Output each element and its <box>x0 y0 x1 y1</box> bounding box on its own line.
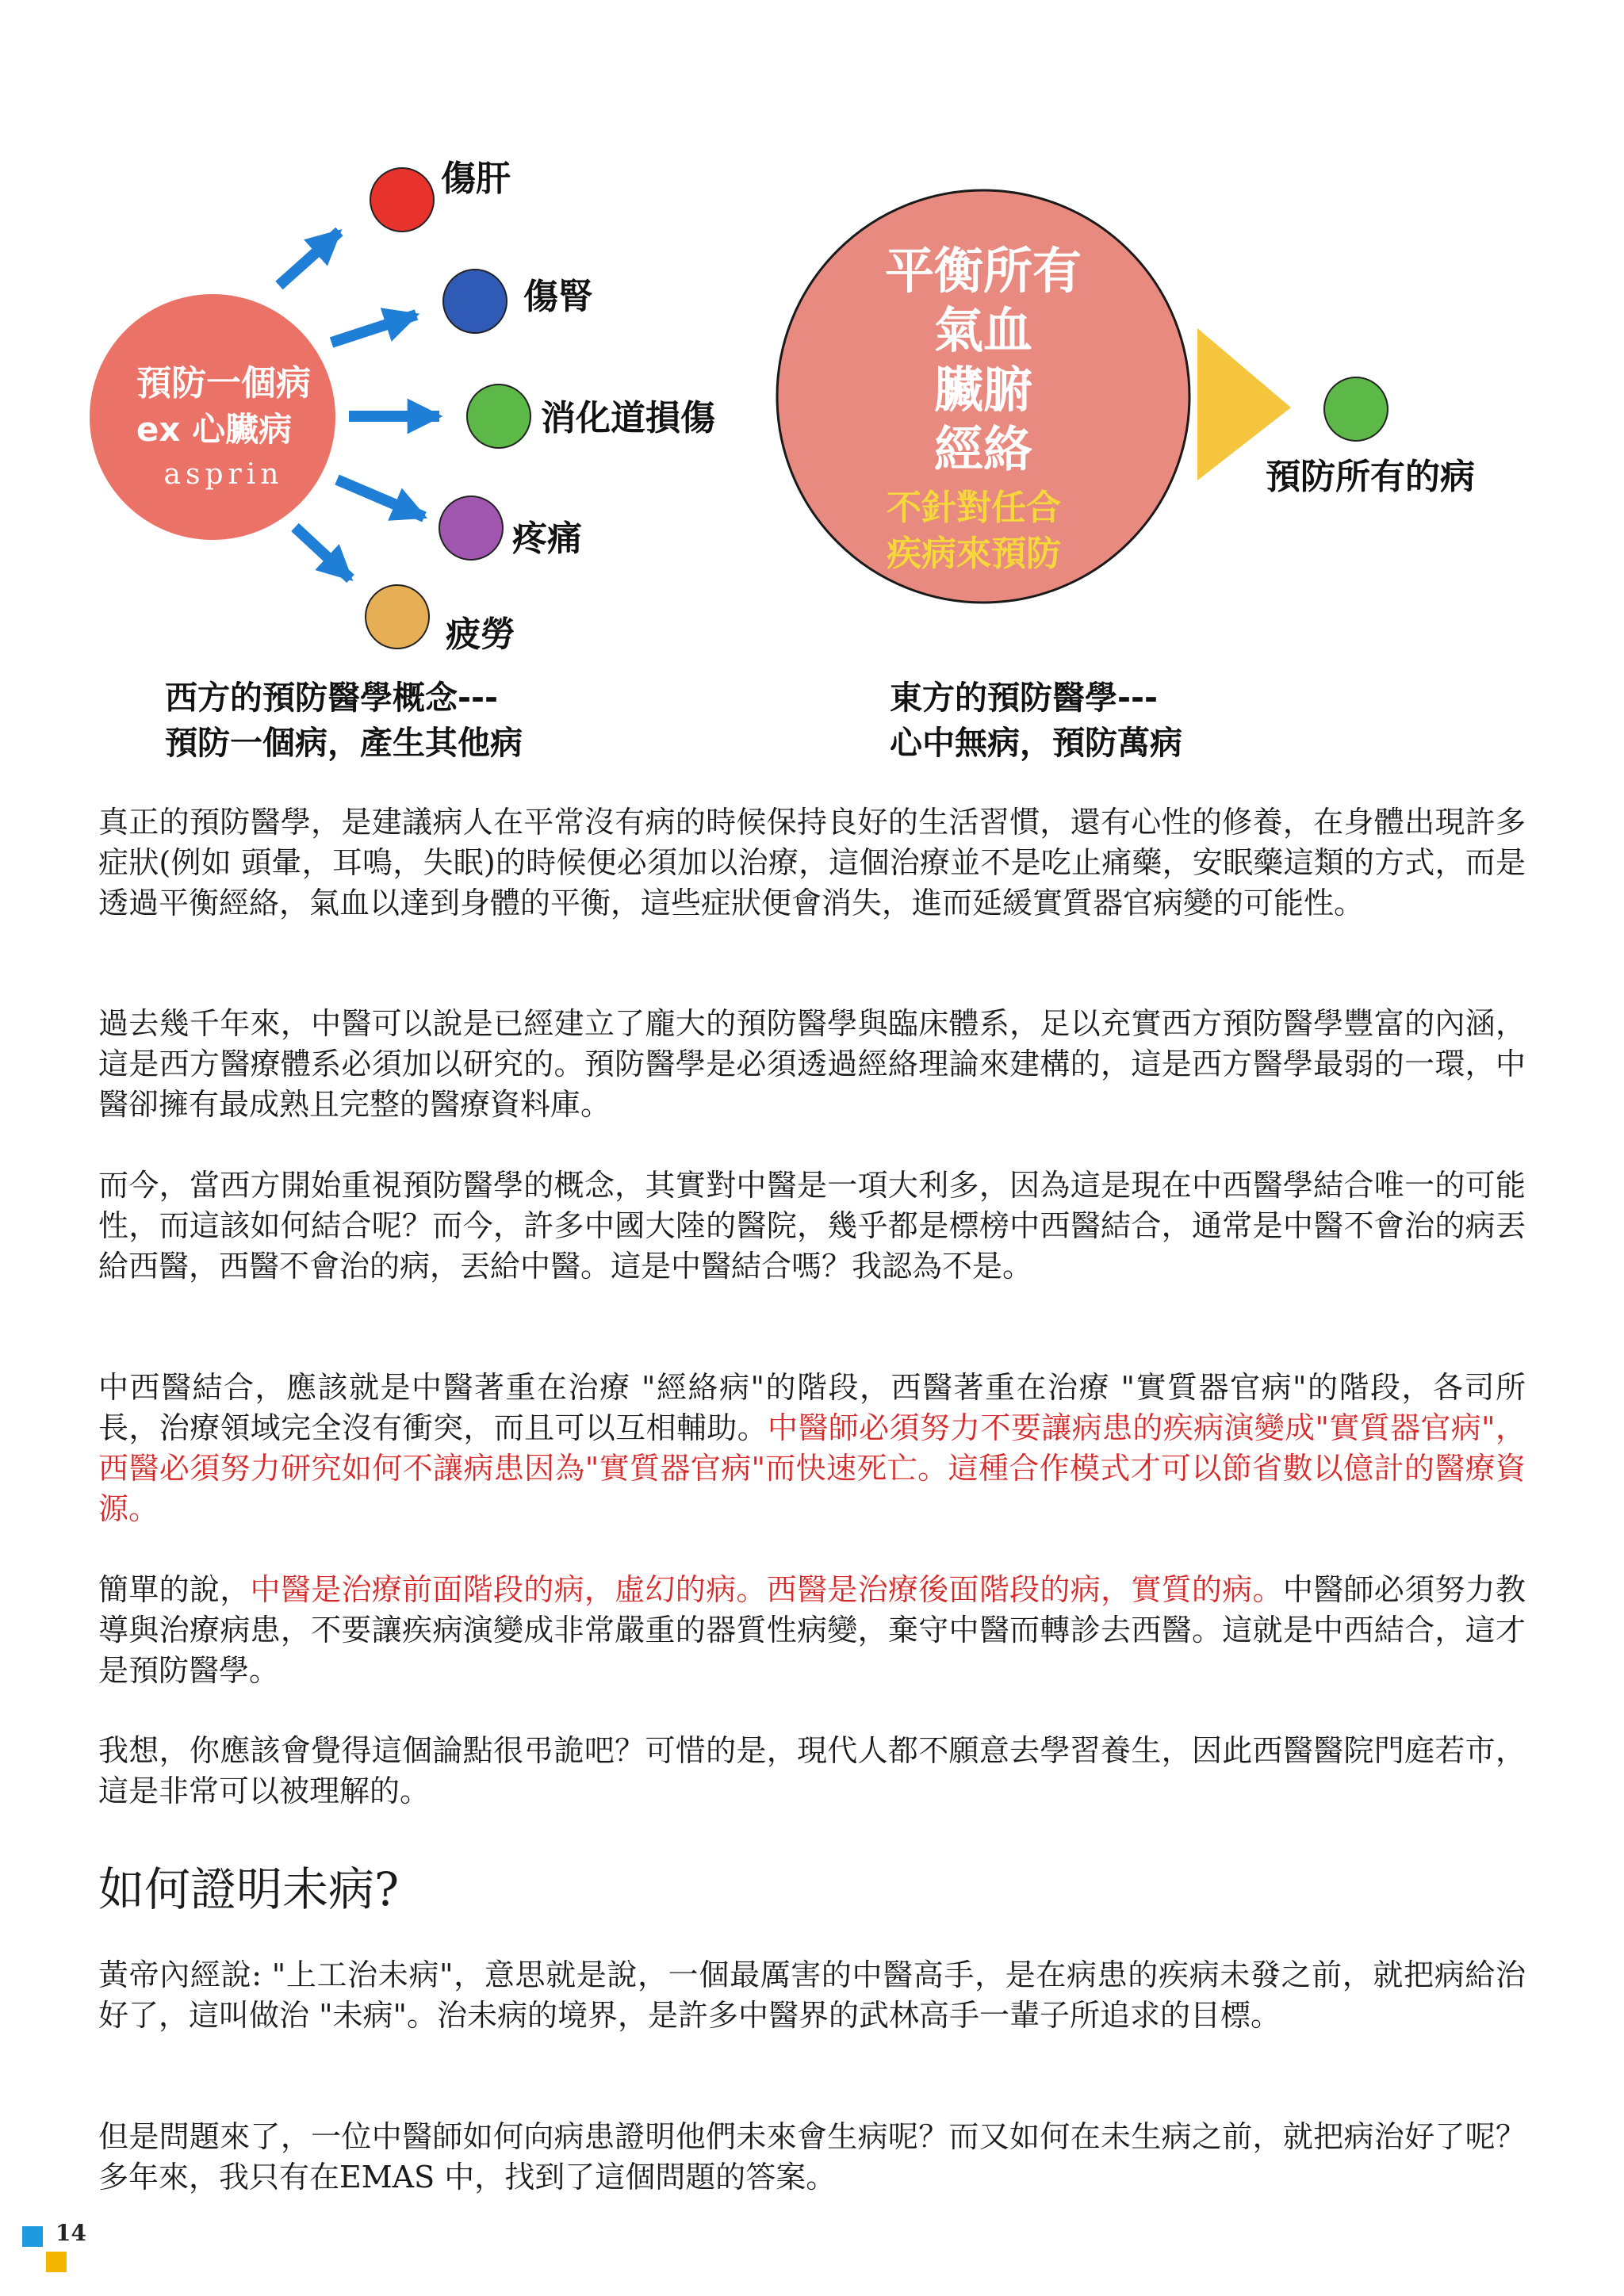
prevention-diagram <box>0 0 1624 793</box>
east-caption <box>890 675 1182 766</box>
paragraph-8: 但是問題來了，一位中醫師如何向病患證明他們未來會生病呢？而又如何在未生病之前，就把病治好了呢？多年來，我只有在EMAS 中，找到了這個問題的答案。 <box>98 2119 1526 2195</box>
arrow-to-liver <box>279 232 339 285</box>
paragraph-3: 而今，當西方開始重視預防醫學的概念，其實對中醫是一項大利多，因為這是現在中西醫學結合唯一的可能性，而這該如何結合呢？而今，許多中國大陸的醫院，幾乎都是標榜中西醫結合，通常是中醫不會治的病丟給西醫，西醫不會治的病，丟給中醫。這是中醫結合嗎？我認為不是。 <box>98 1168 1526 1284</box>
pain-label: 疼痛 <box>512 519 582 559</box>
paragraph-1: 真正的預防醫學，是建議病人在平常沒有病的時候保持良好的生活習慣，還有心性的修養，在身體出現許多症狀(例如 頭暈，耳鳴，失眠)的時候便必須加以治療，這個治療並不是吃止痛藥，安眠藥這類的方式，而是透過平衡經絡，氣血以達到身體的平衡，這些症狀便會消失，進而延緩實質器官病變的可能性。 <box>98 805 1526 920</box>
paragraph-4-highlight: 中醫師必須努力不要讓病患的疾病演變成"實質器官病"，西醫必須努力研究如何不讓病患因為"實質器官病"而快速死亡。這種合作模式才可以節省數以億計的醫療資源。 <box>98 1410 1526 1526</box>
arrow-to-kidney <box>331 315 416 342</box>
footer-square-blue <box>22 2226 43 2247</box>
kidney-dot <box>443 270 507 333</box>
digestive-label: 消化道損傷 <box>541 398 715 438</box>
east-caption-line-1: 東方的預防醫學--- <box>890 679 1159 717</box>
east-circle-line-1: 平衡所有 <box>884 242 1082 300</box>
liver-label: 傷肝 <box>441 159 511 199</box>
paragraph-5 <box>98 1570 1526 1691</box>
fatigue-dot <box>366 585 429 649</box>
east-caption-line-2: 心中無病，預防萬病 <box>890 724 1182 762</box>
paragraph-6: 我想，你應該會覺得這個論點很弔詭吧？可惜的是，現代人都不願意去學習養生，因此西醫醫院門庭若市，這是非常可以被理解的。 <box>98 1733 1526 1808</box>
page-number: 14 <box>56 2220 86 2246</box>
pain-dot <box>439 496 503 560</box>
east-circle-sub-line-2: 疾病來預防 <box>887 534 1061 574</box>
east-circle-line-4: 經絡 <box>933 420 1033 478</box>
paragraph-4-text: 中西醫結合，應該就是中醫著重在治療 "經絡病"的階段，西醫著重在治療 "實質器官病"的階段，各司所長，治療領域完全沒有衝突，而且可以互相輔助。 <box>98 1370 1526 1445</box>
kidney-label: 傷腎 <box>523 277 593 317</box>
west-circle-line-3: asprin <box>163 458 284 491</box>
paragraph-4 <box>98 1368 1526 1529</box>
west-caption-line-2: 預防一個病，產生其他病 <box>165 724 523 762</box>
west-caption <box>165 675 523 766</box>
liver-dot <box>370 168 434 232</box>
arrow-to-fatigue <box>295 527 350 579</box>
paragraph-5-highlight: 中醫是治療前面階段的病，虛幻的病。西醫是治療後面階段的病，實質的病。 <box>250 1572 1283 1607</box>
all-prevention-label: 預防所有的病 <box>1266 457 1475 497</box>
section-heading: 如何證明未病? <box>98 1862 400 1916</box>
digestive-dot <box>467 385 530 448</box>
west-caption-line-1: 西方的預防醫學概念--- <box>165 679 499 717</box>
paragraph-5-text: 中醫師必須努力教導與治療病患，不要讓疾病演變成非常嚴重的器質性病變，棄守中醫而轉診去西醫。這就是中西結合，這才是預防醫學。 <box>98 1572 1526 1688</box>
fatigue-label: 疲勞 <box>446 614 515 655</box>
paragraph-7: 黃帝內經說: "上工治未病"，意思就是說，一個最厲害的中醫高手，是在病患的疾病未發之前，就把病給治好了，這叫做治 "未病"。治未病的境界，是許多中醫界的武林高手一輩子所追求的目標。 <box>98 1957 1526 2033</box>
all-prevention-dot <box>1324 377 1388 441</box>
paragraph-2: 過去幾千年來，中醫可以說是已經建立了龐大的預防醫學與臨床體系，足以充實西方預防醫學豐富的內涵，這是西方醫療體系必須加以研究的。預防醫學是必須透過經絡理論來建構的，這是西方醫學最弱的一環，中醫卻擁有最成熟且完整的醫療資料庫。 <box>98 1006 1526 1122</box>
east-circle-line-2: 氣血 <box>933 301 1033 359</box>
west-circle-line-1: 預防一個病 <box>136 363 311 404</box>
west-circle-line-2: ex 心臟病 <box>136 410 293 449</box>
east-circle-sub-line-1: 不針對任合 <box>887 488 1061 528</box>
east-circle-line-3: 臟腑 <box>933 361 1033 419</box>
paragraph-5-lead: 簡單的說， <box>98 1572 251 1607</box>
footer-square-yellow <box>46 2252 67 2272</box>
arrow-to-pain <box>337 480 424 517</box>
